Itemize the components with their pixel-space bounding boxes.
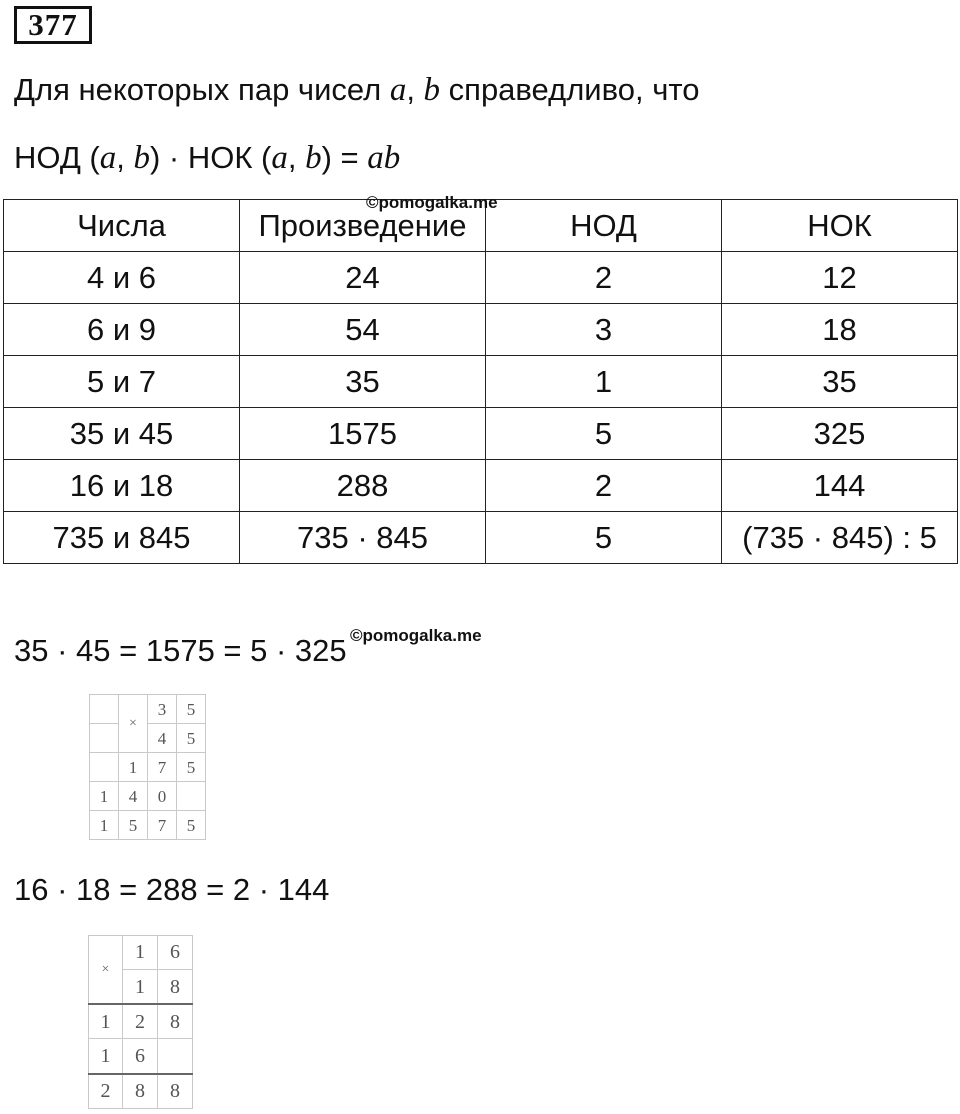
table-cell: 5 (486, 408, 722, 460)
table-cell: 16 и 18 (4, 460, 240, 512)
mult-cell: 5 (177, 811, 206, 840)
mult-cell: 7 (148, 811, 177, 840)
formula: НОД (a, b) · НОК (a, b) = ab (14, 140, 401, 176)
mult-cell: 4 (148, 724, 177, 753)
table-cell: 35 (240, 356, 486, 408)
table-cell: 5 (486, 512, 722, 564)
table-cell: 4 и 6 (4, 252, 240, 304)
table-cell: 6 и 9 (4, 304, 240, 356)
multiplication-16-18 (88, 935, 193, 1109)
table-row (4, 252, 958, 304)
mult-cell (90, 753, 119, 782)
multiply-sign: × (119, 695, 148, 753)
header-gcd: НОД (486, 200, 722, 252)
mult-cell: 1 (119, 753, 148, 782)
table-row (4, 356, 958, 408)
table-cell: 35 и 45 (4, 408, 240, 460)
table-cell: 735 · 845 (240, 512, 486, 564)
table-cell: 18 (722, 304, 958, 356)
table-row (4, 512, 958, 564)
mult-cell: 6 (123, 1039, 158, 1074)
table-cell: 54 (240, 304, 486, 356)
header-product: Произведение (240, 200, 486, 252)
mult-row (89, 1074, 193, 1109)
table-cell: 325 (722, 408, 958, 460)
mult-row (90, 811, 206, 840)
mult-cell: 6 (158, 936, 193, 970)
mult-cell: 5 (177, 753, 206, 782)
mult-cell: 1 (90, 782, 119, 811)
mult-cell: 3 (148, 695, 177, 724)
mult-row (89, 1004, 193, 1039)
problem-statement: Для некоторых пар чисел a, b справедливо, что (14, 72, 700, 108)
mult-cell: 8 (158, 969, 193, 1004)
mult-cell: 4 (119, 782, 148, 811)
header-numbers: Числа (4, 200, 240, 252)
mult-cell (90, 695, 119, 724)
table-cell: 735 и 845 (4, 512, 240, 564)
mult-row (90, 695, 206, 724)
table-cell: 3 (486, 304, 722, 356)
mult-cell (158, 1039, 193, 1074)
table-cell: 5 и 7 (4, 356, 240, 408)
header-lcm: НОК (722, 200, 958, 252)
mult-cell: 5 (177, 695, 206, 724)
table-row (4, 304, 958, 356)
multiplication-35-45 (89, 694, 206, 840)
mult-cell: 8 (123, 1074, 158, 1109)
multiply-sign: × (89, 936, 123, 1005)
table-cell: (735 · 845) : 5 (722, 512, 958, 564)
mult-cell: 8 (158, 1004, 193, 1039)
mult-cell: 2 (123, 1004, 158, 1039)
mult-cell: 2 (89, 1074, 123, 1109)
mult-cell: 7 (148, 753, 177, 782)
table-cell: 12 (722, 252, 958, 304)
mult-cell: 5 (119, 811, 148, 840)
table-row (4, 408, 958, 460)
table-cell: 2 (486, 252, 722, 304)
mult-cell: 1 (123, 969, 158, 1004)
mult-cell: 5 (177, 724, 206, 753)
mult-cell (90, 724, 119, 753)
mult-cell: 1 (89, 1004, 123, 1039)
mult-cell: 0 (148, 782, 177, 811)
mult-row (90, 724, 206, 753)
equation-16-18: 16 · 18 = 288 = 2 · 144 (14, 872, 330, 907)
problem-number: 377 (14, 6, 92, 44)
table-cell: 1575 (240, 408, 486, 460)
equation-35-45: 35 · 45 = 1575 = 5 · 325 (14, 633, 347, 668)
mult-cell: 8 (158, 1074, 193, 1109)
table-cell: 35 (722, 356, 958, 408)
mult-cell: 1 (90, 811, 119, 840)
mult-row (90, 753, 206, 782)
table-cell: 144 (722, 460, 958, 512)
mult-row (89, 936, 193, 970)
table-cell: 24 (240, 252, 486, 304)
mult-cell (177, 782, 206, 811)
gcd-lcm-table (3, 199, 958, 564)
mult-row (89, 1039, 193, 1074)
table-row (4, 460, 958, 512)
mult-cell: 1 (123, 936, 158, 970)
table-cell: 288 (240, 460, 486, 512)
watermark-table: ©pomogalka.me (366, 193, 498, 212)
table-cell: 2 (486, 460, 722, 512)
mult-row (90, 782, 206, 811)
watermark-equation: ©pomogalka.me (350, 626, 482, 645)
mult-cell: 1 (89, 1039, 123, 1074)
table-cell: 1 (486, 356, 722, 408)
